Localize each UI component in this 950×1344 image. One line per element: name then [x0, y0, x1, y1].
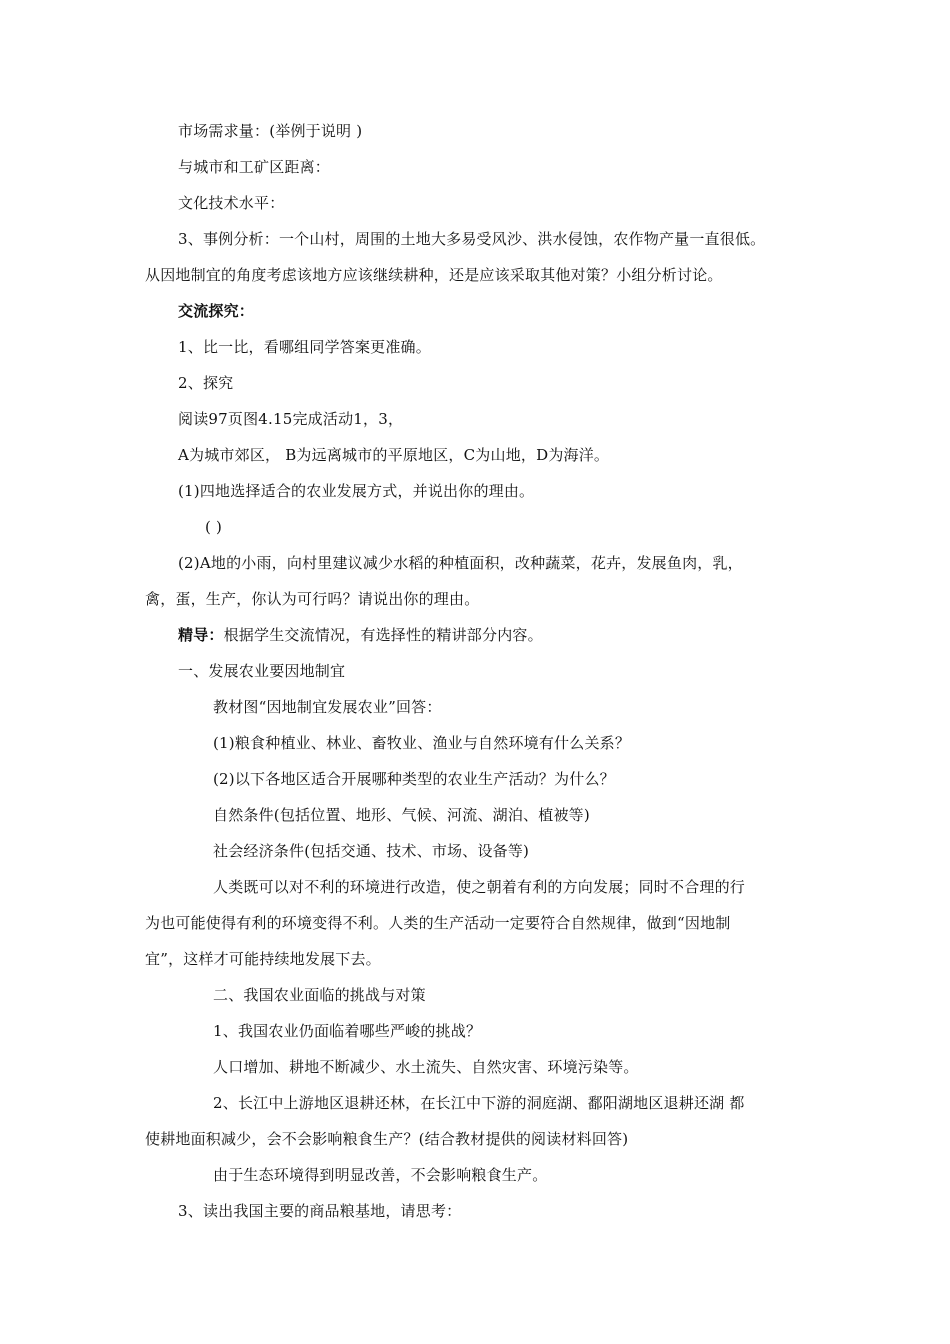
text-line-read-figure: 阅读97页图4.15完成活动1，3，	[178, 410, 404, 428]
text-line-yangtze-answer: 由于生态环境得到明显改善，不会影响粮食生产。	[213, 1166, 548, 1184]
text-line-question-1: (1)四地选择适合的农业发展方式，并说出你的理由。	[178, 482, 535, 500]
section-heading-1: 一、发展农业要因地制宜	[178, 662, 346, 680]
text-line-distance: 与城市和工矿区距离：	[178, 158, 331, 176]
text-line-tech-level: 文化技术水平：	[178, 194, 285, 212]
text-line-explore: 2、探究	[178, 374, 234, 392]
text-line-challenge-question: 1、我国农业仍面临着哪些严峻的挑战？	[213, 1022, 482, 1040]
text-line-blank-parens: ( )	[205, 518, 223, 536]
section-heading-2: 二、我国农业面临的挑战与对策	[213, 986, 426, 1004]
text-line-case-analysis: 3、事例分析：一个山村，周围的土地大多易受风沙、洪水侵蚀，农作物产量一直很低。	[178, 230, 766, 248]
text-line-question-2-cont: 禽，蛋，生产，你认为可行吗？请说出你的理由。	[145, 590, 480, 608]
text-line-market-demand: 市场需求量：(举例于说明 )	[178, 122, 363, 140]
text-line-four-regions: A为城市郊区， B为远离城市的平原地区，C为山地，D为海洋。	[178, 446, 610, 464]
text-line-sub-question-2: (2)以下各地区适合开展哪种类型的农业生产活动？为什么？	[213, 770, 615, 788]
section-heading-exchange: 交流探究：	[178, 302, 255, 320]
text-line-compare: 1、比一比，看哪组同学答案更准确。	[178, 338, 431, 356]
text-line-question-2: (2)A地的小雨，向村里建议减少水稻的种植面积，改种蔬菜，花卉，发展鱼肉，乳，	[178, 554, 743, 572]
text-line-grain-base: 3、读出我国主要的商品粮基地，请思考：	[178, 1202, 462, 1220]
guidance-text: 根据学生交流情况，有选择性的精讲部分内容。	[223, 626, 543, 644]
text-line-human-paragraph-1: 人类既可以对不利的环境进行改造，使之朝着有利的方向发展；同时不合理的行	[213, 878, 746, 896]
text-line-sub-question-1: (1)粮食种植业、林业、畜牧业、渔业与自然环境有什么关系？	[213, 734, 631, 752]
text-line-case-analysis-cont: 从因地制宜的角度考虑该地方应该继续耕种，还是应该采取其他对策？小组分析讨论。	[145, 266, 723, 284]
text-line-textbook-figure: 教材图“因地制宜发展农业”回答：	[213, 698, 442, 716]
text-line-yangtze-question: 2、长江中上游地区退耕还林，在长江中下游的洞庭湖、鄱阳湖地区退耕还湖 都	[213, 1094, 745, 1112]
guidance-label: 精导：	[178, 626, 224, 644]
text-line-guidance	[178, 625, 543, 645]
text-line-socioeconomic-conditions: 社会经济条件(包括交通、技术、市场、设备等)	[213, 842, 530, 860]
text-line-yangtze-question-cont: 使耕地面积减少，会不会影响粮食生产？(结合教材提供的阅读材料回答)	[145, 1130, 629, 1148]
text-line-natural-conditions: 自然条件(包括位置、地形、气候、河流、湖泊、植被等)	[213, 806, 590, 824]
text-line-human-paragraph-2: 为也可能使得有利的环境变得不利。人类的生产活动一定要符合自然规律，做到“因地制	[145, 914, 731, 932]
text-line-human-paragraph-3: 宜”，这样才可能持续地发展下去。	[145, 950, 381, 968]
text-line-challenge-answer: 人口增加、耕地不断减少、水土流失、自然灾害、环境污染等。	[213, 1058, 639, 1076]
